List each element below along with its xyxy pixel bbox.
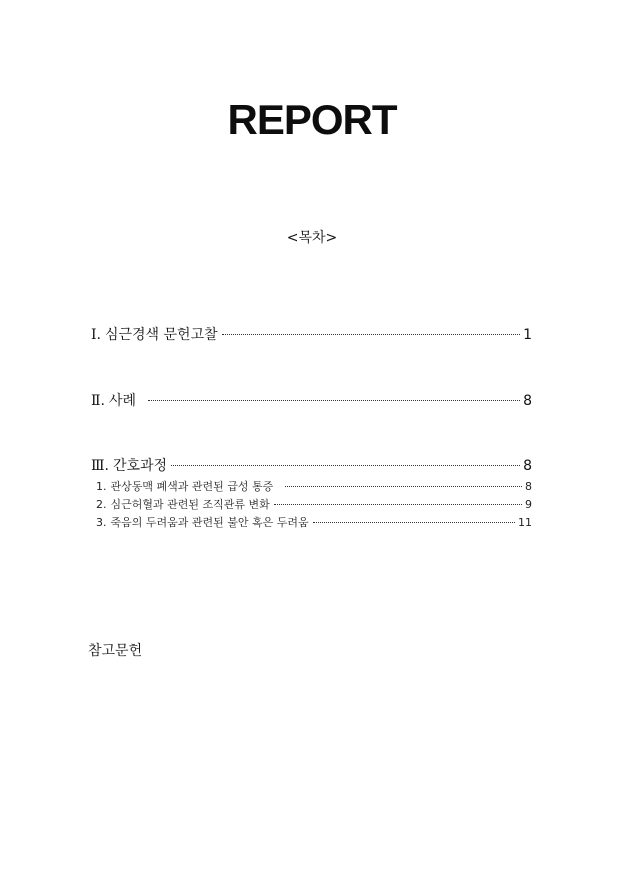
toc-entry-label xyxy=(91,455,167,475)
toc-heading: <목차> xyxy=(286,230,338,246)
subsection-number: 1. xyxy=(96,480,107,493)
toc-entry-label xyxy=(96,496,270,512)
subsection-title: 심근허혈과 관련된 조직관류 변화 xyxy=(110,498,270,511)
dot-leader xyxy=(313,521,515,523)
toc-entry-label xyxy=(91,390,136,410)
section-numeral: Ⅲ. xyxy=(91,458,109,474)
section-numeral: Ⅱ. xyxy=(91,393,105,409)
page-number: 8 xyxy=(523,393,532,409)
toc-entry-label xyxy=(96,514,309,530)
dot-leader xyxy=(222,333,520,335)
page-number: 8 xyxy=(523,458,532,474)
subsection-number: 2. xyxy=(96,498,107,511)
dot-leader xyxy=(171,464,520,466)
section-title: 심근경색 문헌고찰 xyxy=(104,327,218,343)
subsection-title: 죽음의 두려움과 관련된 불안 혹은 두려움 xyxy=(110,516,309,529)
references-heading[interactable]: 참고문헌 xyxy=(88,643,143,659)
page-number: 8 xyxy=(525,480,532,493)
toc-entry-label xyxy=(96,478,273,494)
subsection-number: 3. xyxy=(96,516,107,529)
page-number: 1 xyxy=(523,327,532,343)
report-title: REPORT xyxy=(227,96,397,143)
section-title: 사례 xyxy=(108,393,137,409)
toc-entry-subsection-2[interactable] xyxy=(96,496,532,512)
toc-entry-subsection-3[interactable] xyxy=(96,514,532,530)
section-numeral: Ⅰ. xyxy=(91,327,101,343)
dot-leader xyxy=(285,485,522,487)
toc-entry-label xyxy=(91,324,218,344)
dot-leader xyxy=(148,399,520,401)
dot-leader xyxy=(274,503,522,505)
subsection-title: 관상동맥 폐색과 관련된 급성 통증 xyxy=(110,480,274,493)
toc-entry-section-1[interactable] xyxy=(91,324,532,344)
toc-entry-section-3[interactable] xyxy=(91,455,532,475)
page-number: 11 xyxy=(518,516,532,529)
section-title: 간호과정 xyxy=(112,458,168,474)
toc-entry-subsection-1[interactable] xyxy=(96,478,532,494)
toc-entry-section-2[interactable] xyxy=(91,390,532,410)
page-number: 9 xyxy=(525,498,532,511)
